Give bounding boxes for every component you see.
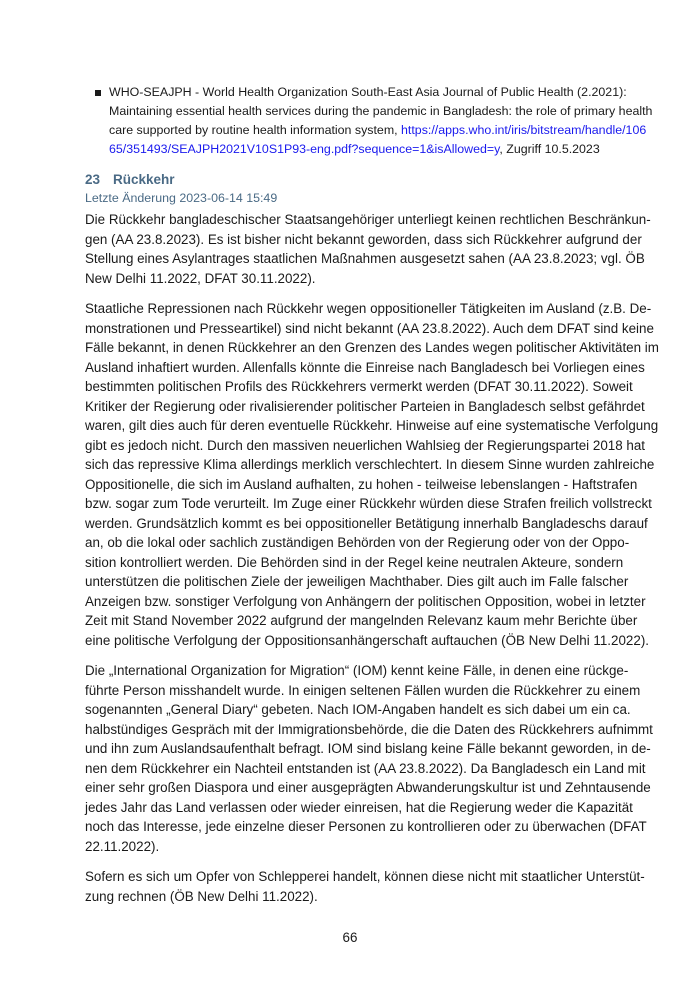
paragraph-line: zung rechnen (ÖB New Delhi 11.2022). — [85, 888, 318, 904]
paragraph-line: unterstützen die politischen Ziele der jeweiligen Machthaber. Dies gilt auch im Falle falscher — [85, 574, 629, 589]
bullet-icon — [95, 90, 101, 96]
paragraph-line: monstrationen und Presseartikel) sind nicht bekannt (AA 23.8.2022). Auch dem DFAT sind keine — [85, 320, 654, 336]
reference-line: WHO-SEAJPH - World Health Organization South-East Asia Journal of Public Health (2.2021): — [109, 85, 627, 99]
paragraph-line: Oppositionelle, die sich im Ausland aufhalten, zu hohen - teilweise lebenslangen - Haftstrafen — [85, 476, 638, 492]
reference-link-continued[interactable]: 65/351493/SEAJPH2021V10S1P93-eng.pdf?sequence=1&isAllowed=y — [109, 142, 500, 156]
paragraph-line: gibt es jedoch nicht. Durch den massiven neuerlichen Wahlsieg der Regierungspartei 2018 hat — [85, 437, 646, 453]
paragraph-line: Kritiker der Regierung oder rivalisierender politischer Parteien in Bangladesch selbst gefährdet — [85, 398, 645, 414]
section-heading — [85, 172, 175, 188]
paragraph-line: Die Rückkehr bangladeschischer Staatsangehöriger unterliegt keinen rechtlichen Beschränkun- — [85, 212, 651, 227]
reference-text: care supported by routine health information system, — [109, 123, 402, 137]
paragraph-line: Zeit mit Stand November 2022 aufgrund der mangelnden Relevanz kaum mehr Berichte über — [85, 613, 638, 628]
paragraph-line: Ausland inhaftiert wurden. Allenfalls könnte die Einreise nach Bangladesch bei Vorliegen eines — [85, 359, 645, 375]
section-title: Rückkehr — [113, 172, 175, 187]
page-number: 66 — [342, 930, 358, 945]
reference-line — [109, 121, 647, 140]
paragraph-line: werden. Grundsätzlich kommt es bei oppositioneller Betätigung innerhalb Bangladeschs darauf — [85, 515, 648, 531]
paragraph-line: noch das Interesse, jede einzelne dieser Personen zu kontrollieren oder zu überwachen (DFAT — [85, 819, 647, 834]
section-number: 23 — [85, 172, 101, 187]
reference-line — [109, 140, 617, 159]
paragraph — [85, 210, 651, 288]
paragraph-line: führte Person misshandelt wurde. In einigen seltenen Fällen wurden die Rückkehrer zu einem — [85, 682, 641, 698]
last-modified: Letzte Änderung 2023-06-14 15:49 — [85, 191, 278, 205]
paragraph-line: bestimmten politischen Profils des Rückkehrers vermerkt werden (DFAT 30.11.2022). Soweit — [85, 379, 633, 394]
paragraph-line: Anzeigen bzw. sonstiger Verfolgung von Anhängern der politischen Opposition, wobei in letzter — [85, 593, 646, 609]
paragraph-line: 22.11.2022). — [85, 838, 160, 854]
paragraph-line: Staatliche Repressionen nach Rückkehr wegen oppositioneller Tätigkeiten im Ausland (z.B. De- — [85, 301, 652, 316]
paragraph-line: Fälle bekannt, in denen Rückkehrer an den Grenzen des Landes wegen politischer Aktivitäten im — [85, 340, 659, 355]
paragraph-line: gen (AA 23.8.2023). Es ist bisher nicht bekannt geworden, dass sich Rückkehrer aufgrund der — [85, 231, 642, 247]
paragraph — [85, 661, 653, 856]
paragraph-line: sition kontrolliert werden. Die Behörden sind in der Regel keine neutralen Akteure, sondern — [85, 554, 624, 570]
paragraph-line: Die „International Organization for Migration“ (IOM) kennt keine Fälle, in denen eine rückge- — [85, 663, 629, 678]
paragraph-line: und ihn zum Auslandsaufenthalt befragt. IOM sind bislang keine Fälle bekannt geworden, in de- — [85, 741, 651, 756]
paragraph-line: Stellung eines Asylantrages staatlichen Maßnahmen ausgesetzt sahen (AA 23.8.2023; vgl. ÖB — [85, 251, 645, 266]
paragraph-line: sich das repressive Klima allerdings merklich verschlechtert. In diesem Sinne wurden zahlreiche — [85, 457, 655, 472]
paragraph-line: New Delhi 11.2022, DFAT 30.11.2022). — [85, 270, 316, 286]
paragraph-line: Sofern es sich um Opfer von Schlepperei handelt, können diese nicht mit staatlicher Unterstüt- — [85, 869, 645, 884]
paragraph-line: nen dem Rückkehrer ein Nachteil entstanden ist (AA 23.8.2022). Da Bangladesch ein Land mit — [85, 760, 646, 776]
paragraph-line: eine politische Verfolgung der Oppositionsanhängerschaft auftauchen (ÖB New Delhi 11.2022). — [85, 632, 650, 648]
access-date: , Zugriff 10.5.2023 — [499, 142, 600, 156]
paragraph-line: einer sehr großen Diaspora und einer ausgeprägten Abwanderungskultur ist und Zehntausende — [85, 780, 651, 795]
reference-line: Maintaining essential health services during the pandemic in Bangladesh: the role of primary health — [109, 104, 653, 118]
paragraph-line: bzw. sogar zum Tode verurteilt. Im Zuge einer Rückkehr würden diese Strafen freilich vollstreckt — [85, 496, 652, 511]
paragraph-line: an, ob die lokal oder sachlich zuständigen Behörden von der Regierung oder von der Oppo- — [85, 535, 630, 550]
paragraph — [85, 867, 645, 906]
reference-link[interactable]: https://apps.who.int/iris/bitstream/handle/106 — [401, 123, 647, 137]
reference-list-item — [95, 83, 653, 159]
paragraph — [85, 299, 659, 650]
paragraph-line: jedes Jahr das Land verlassen oder wieder einreisen, hat die Regierung weder die Kapazität — [85, 799, 633, 815]
section-body — [85, 210, 659, 917]
paragraph-line: sogenannten „General Diary“ gebeten. Nach IOM-Angaben handelt es sich dabei um ein ca. — [85, 702, 631, 717]
paragraph-line: halbstündiges Gespräch mit der Immigrationsbehörde, die die Daten des Rückkehrers aufnimmt — [85, 721, 653, 737]
paragraph-line: waren, gilt dies auch für deren eventuelle Rückkehr. Hinweise auf eine systematische Verfolgung — [85, 418, 659, 433]
